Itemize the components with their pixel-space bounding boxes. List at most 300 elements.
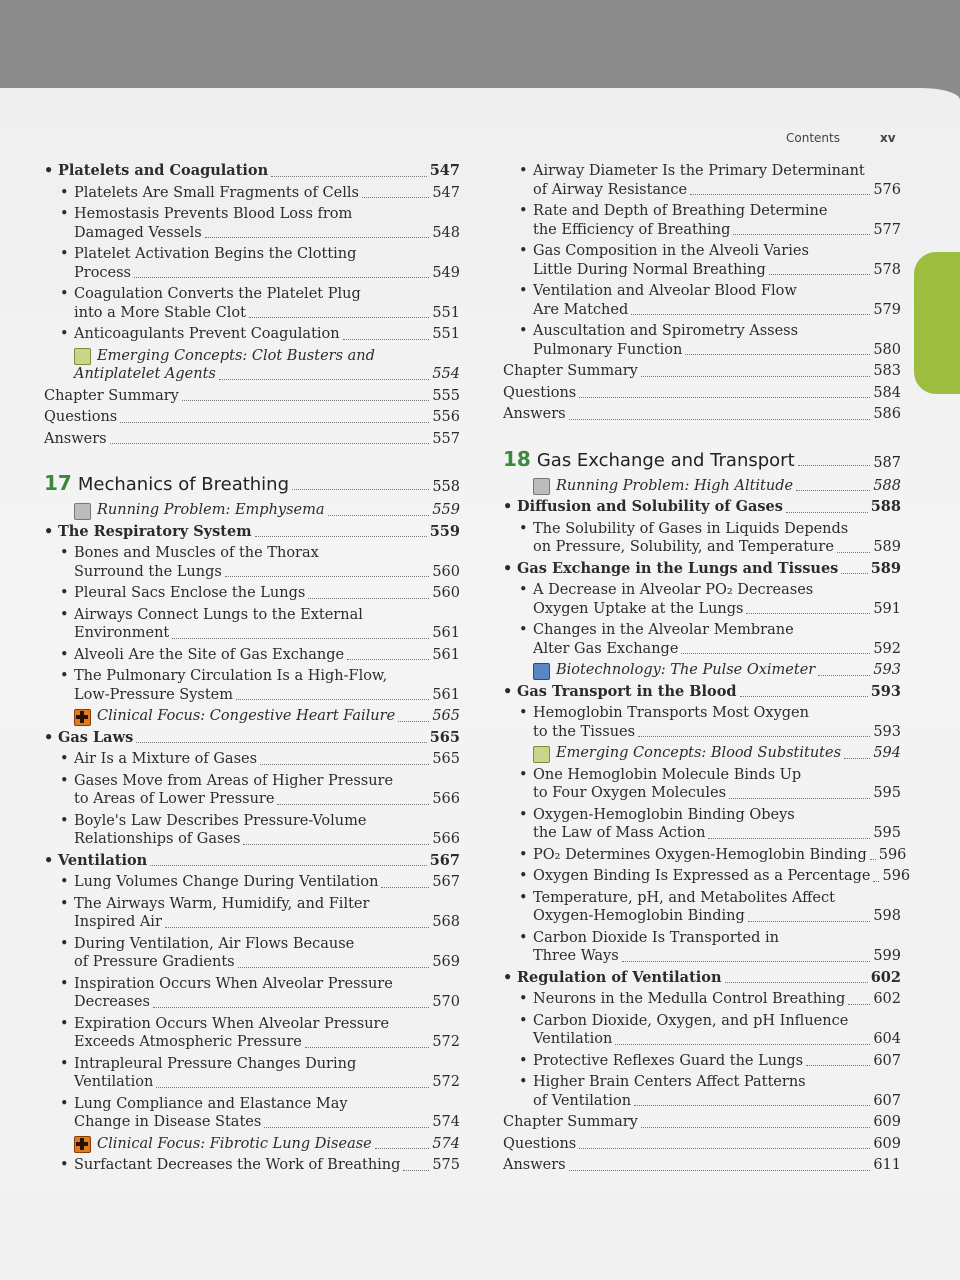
dot-leader [375,1148,430,1149]
toc-entry[interactable] [503,867,911,889]
toc-entry[interactable] [503,766,901,806]
entry-title: Low-Pressure System [74,686,234,703]
dot-leader [641,376,870,377]
toc-entry[interactable] [44,408,460,430]
entry-title: Environment [74,625,170,641]
toc-entry[interactable] [503,846,907,868]
entry-title: Hemostasis Prevents Blood Loss from [74,206,353,222]
dot-leader [343,339,430,340]
entry-title: Rate and Depth of Breathing Determine [533,203,828,219]
dot-leader [631,314,870,315]
entry-title: Ventilation and Alveolar Blood Flow [533,283,797,299]
chapter-number: 18 [503,446,531,471]
toc-entry[interactable] [503,1156,901,1178]
bullet-icon: • [60,646,69,663]
entry-title: Alveoli Are the Site of Gas Exchange [74,646,345,663]
toc-entry[interactable] [44,772,460,812]
entry-page: 575 [432,1157,460,1173]
bullet-icon: • [60,326,69,342]
dot-leader [398,721,429,722]
bullet-icon: • [60,206,69,222]
toc-entry[interactable] [44,852,460,874]
bullet-icon: • [44,851,54,869]
entry-title: Expiration Occurs When Alveolar Pressure [74,1015,390,1032]
toc-entry[interactable] [503,621,901,661]
entry-page: 588 [873,477,901,494]
entry-title: The Airways Warm, Humidify, and Filter [74,895,370,912]
entry-title: Exceeds Atmospheric Pressure [74,1034,302,1050]
entry-title: into a More Stable Clot [74,304,246,321]
left-column [44,162,460,1178]
toc-entry[interactable] [44,245,460,285]
entry-title: Inspired Air [74,914,162,930]
entry-title: Running Problem: High Altitude [556,477,794,494]
toc-entry[interactable] [44,667,460,707]
toc-entry[interactable] [44,285,460,325]
entry-title: Gas Exchange in the Lungs and Tissues [517,559,839,577]
dot-leader [347,659,429,660]
entry-page: 593 [873,723,901,740]
dot-leader [136,742,426,743]
entry-title: Carbon Dioxide Is Transported in [533,929,779,946]
entry-title: Questions [503,1135,577,1152]
entry-title: During Ventilation, Air Flows Because [74,935,355,952]
dot-leader [748,921,871,922]
entry-title: Boyle's Law Describes Pressure-Volume [74,812,367,829]
dot-leader [818,675,870,676]
dot-leader [569,1170,871,1171]
entry-title: The Solubility of Gases in Liquids Depends [533,520,849,537]
entry-title: Inspiration Occurs When Alveolar Pressure [74,975,393,992]
entry-title: Surfactant Decreases the Work of Breathing [74,1157,401,1173]
dot-leader [873,881,879,882]
entry-title: Process [74,264,132,281]
entry-page: 572 [432,1034,460,1050]
entry-title: of Airway Resistance [533,181,688,198]
dot-leader [205,237,430,238]
toc-entry[interactable] [503,162,901,202]
entry-title: Platelets and Coagulation [58,162,269,179]
toc-entry[interactable] [44,1156,460,1178]
entry-page: 586 [873,406,901,422]
entry-page: 551 [432,326,460,342]
dot-leader [769,274,871,275]
entry-page: 591 [873,600,901,617]
toc-entry[interactable] [503,929,901,969]
dot-leader [690,194,870,195]
bullet-icon: • [503,968,513,986]
toc-entry[interactable] [503,683,901,705]
dot-leader [837,552,870,553]
entry-page: 609 [873,1135,901,1152]
entry-title: Pulmonary Function [533,341,683,358]
dot-leader [328,515,430,516]
bullet-icon: • [60,935,69,952]
toc-entry[interactable] [503,990,901,1012]
feature-entry[interactable] [44,347,460,387]
toc-entry[interactable] [503,889,901,929]
entry-title: Temperature, pH, and Metabolites Affect [533,889,835,906]
entry-title: Antiplatelet Agents [74,366,216,382]
dot-leader [569,419,871,420]
toc-entry[interactable] [44,729,460,751]
dot-leader [292,489,429,490]
entry-title: Regulation of Ventilation [517,968,722,986]
entry-page: 559 [429,522,460,540]
entry-title: Hemoglobin Transports Most Oxygen [533,705,809,721]
entry-page: 598 [873,908,901,924]
dot-leader [249,317,429,318]
toc-entry[interactable] [44,750,460,772]
chapter-17-heading[interactable] [44,471,460,495]
dot-leader [308,598,429,599]
toc-entry[interactable] [44,523,460,545]
entry-title: Change in Disease States [74,1114,262,1130]
entry-page: 561 [432,646,460,663]
toc-entry[interactable] [503,1052,901,1074]
toc-entry[interactable] [503,520,901,560]
entry-title: Lung Volumes Change During Ventilation [74,874,379,890]
toc-entry[interactable] [44,812,460,852]
entry-page: 556 [432,409,460,425]
entry-title: A Decrease in Alveolar PO₂ Decreases [533,582,814,598]
entry-page: 565 [432,751,460,767]
entry-title: Lung Compliance and Elastance May [74,1095,348,1112]
toc-entry[interactable] [44,935,460,975]
entry-page: 595 [873,785,901,801]
entry-page: 580 [873,341,901,358]
dot-leader [264,1127,429,1128]
bullet-icon: • [519,929,528,946]
bullet-icon: • [60,1157,69,1173]
entry-page: 589 [870,559,901,577]
bullet-icon: • [519,622,528,638]
bullet-icon: • [60,606,69,623]
entry-title: to the Tissues [533,723,636,740]
bullet-icon: • [60,1055,69,1072]
toc-entry[interactable] [503,322,901,362]
bullet-icon: • [60,812,69,829]
entry-title: Clinical Focus: Fibrotic Lung Disease [97,1135,372,1152]
feature-entry[interactable] [44,501,460,523]
bullet-icon: • [60,772,69,789]
entry-title: Gas Transport in the Blood [517,682,737,700]
toc-entry[interactable] [44,975,460,1015]
entry-page: 607 [873,1092,901,1109]
entry-page: 578 [873,261,901,278]
dot-leader [622,961,871,962]
emerging-concepts-icon [74,348,91,365]
entry-title: Pleural Sacs Enclose the Lungs [74,585,306,601]
entry-title: Airways Connect Lungs to the External [74,606,363,623]
entry-title: Ventilation [74,1074,154,1090]
toc-entry[interactable] [44,430,460,452]
entry-title: Questions [44,409,118,425]
entry-page: 569 [432,954,460,970]
bullet-icon: • [519,806,528,823]
bullet-icon: • [519,520,528,537]
chapter-title: Gas Exchange and Transport [536,449,795,471]
entry-page: 593 [873,662,901,678]
running-problem-icon [533,478,550,495]
toc-entry[interactable] [503,1012,901,1052]
entry-page: 565 [429,728,460,746]
bullet-icon: • [519,582,528,598]
entry-title: Chapter Summary [503,1114,638,1130]
entry-page: 583 [873,363,901,379]
toc-entry[interactable] [503,1113,901,1135]
entry-title: Neurons in the Medulla Control Breathing [533,991,846,1007]
entry-title: Platelet Activation Begins the Clotting [74,246,357,262]
toc-entry[interactable] [503,242,901,282]
entry-page: 609 [873,1114,901,1130]
entry-title: Answers [503,1157,566,1173]
entry-title: Relationships of Gases [74,831,241,847]
bullet-icon: • [60,975,69,992]
dot-leader [219,379,429,380]
entry-page: 570 [432,994,460,1010]
right-pre-list [503,162,901,427]
entry-title: Damaged Vessels [74,224,202,241]
bullet-icon: • [519,868,528,884]
page-number: xv [879,131,896,145]
dot-leader [238,967,430,968]
toc-entry[interactable] [503,1135,901,1157]
entry-title: Changes in the Alveolar Membrane [533,622,794,638]
feature-entry[interactable] [44,707,460,729]
chapter-18-heading[interactable] [503,447,901,471]
toc-entry[interactable] [503,581,901,621]
entry-page: 565 [432,708,460,724]
dot-leader [725,982,868,983]
bullet-icon: • [60,246,69,262]
bullet-icon: • [60,286,69,302]
entry-page: 592 [873,640,901,657]
entry-page: 589 [873,539,901,555]
feature-entry[interactable] [503,744,901,766]
entry-title: Oxygen Uptake at the Lungs [533,600,744,617]
bullet-icon: • [519,889,528,906]
dot-leader [746,613,870,614]
entry-page: 576 [873,181,901,198]
entry-page: 574 [432,1114,460,1130]
toc-entry[interactable] [503,362,901,384]
right-post-list [503,477,911,1178]
dot-leader [685,354,870,355]
bullet-icon: • [519,1052,528,1069]
entry-title: Airway Diameter Is the Primary Determinant [533,163,865,179]
bullet-icon: • [519,243,528,259]
entry-page: 551 [432,304,460,321]
entry-page: 574 [432,1135,460,1152]
toc-entry[interactable] [44,646,460,668]
bullet-icon: • [60,1015,69,1032]
dot-leader [841,573,867,574]
toc-entry[interactable] [44,205,460,245]
toc-entry[interactable] [44,606,460,646]
dot-leader [615,1044,870,1045]
entry-title: Auscultation and Spirometry Assess [533,323,799,339]
toc-entry[interactable] [44,584,460,606]
toc-entry[interactable] [503,1073,901,1113]
dot-leader [305,1047,429,1048]
entry-title: Higher Brain Centers Affect Patterns [533,1074,806,1090]
toc-entry[interactable] [503,202,901,242]
dot-leader [641,1127,870,1128]
bullet-icon: • [44,522,54,540]
bullet-icon: • [60,1095,69,1112]
dot-leader [403,1170,429,1171]
running-problem-icon [74,503,91,520]
dot-leader [156,1087,429,1088]
entry-title: Biotechnology: The Pulse Oximeter [556,662,816,678]
dot-leader [260,764,429,765]
dot-leader [634,1105,870,1106]
dot-leader [681,653,870,654]
dot-leader [579,1148,870,1149]
entry-page: 560 [432,563,460,580]
feature-entry[interactable] [503,661,901,683]
toc-entry[interactable] [503,498,901,520]
left-pre-list [44,162,460,451]
entry-title: Gas Laws [58,728,134,746]
dot-leader [796,490,870,491]
entry-title: of Ventilation [533,1092,632,1109]
toc-entry[interactable] [503,704,901,744]
entry-page: 561 [432,625,460,641]
entry-title: One Hemoglobin Molecule Binds Up [533,766,802,783]
entry-page: 555 [432,387,460,404]
entry-title: the Efficiency of Breathing [533,221,731,238]
toc-entry[interactable] [503,969,901,991]
toc-entry[interactable] [44,1055,460,1095]
bullet-icon: • [44,162,54,179]
dot-leader [182,400,429,401]
entry-page: 607 [873,1052,901,1069]
bullet-icon: • [60,184,69,201]
toc-entry[interactable] [44,1095,460,1135]
clinical-focus-icon [74,1136,91,1153]
toc-entry[interactable] [44,162,460,184]
left-post-list [44,501,460,1178]
toc-entry[interactable] [503,560,901,582]
entry-page: 577 [873,221,901,238]
toc-entry[interactable] [44,544,460,584]
entry-page: 604 [873,1031,901,1047]
bullet-icon: • [519,991,528,1007]
entry-title: Chapter Summary [503,363,638,379]
bullet-icon: • [503,682,513,700]
entry-title: Emerging Concepts: Blood Substitutes [556,745,842,761]
entry-title: Emerging Concepts: Clot Busters and [97,347,375,364]
entry-page: 561 [432,686,460,703]
feature-entry[interactable] [503,477,901,499]
bullet-icon: • [519,705,528,721]
entry-title: Gases Move from Areas of Higher Pressure [74,772,394,789]
chapter-thumb-tab [914,252,960,394]
feature-entry[interactable] [44,1135,460,1157]
toc-entry[interactable] [503,282,901,322]
toc-entry[interactable] [44,873,460,895]
bullet-icon: • [60,895,69,912]
entry-title: Are Matched [533,301,629,318]
bullet-icon: • [519,1012,528,1029]
toc-entry[interactable] [503,384,901,406]
entry-page: 593 [870,682,901,700]
bullet-icon: • [519,163,528,179]
dot-leader [806,1065,870,1066]
dot-leader [848,1004,870,1005]
bullet-icon: • [60,585,69,601]
running-head [786,131,896,145]
entry-page: 567 [432,874,460,890]
dot-leader [786,512,868,513]
dot-leader [255,536,427,537]
biotechnology-icon [533,663,550,680]
dot-leader [172,638,429,639]
dot-leader [134,277,429,278]
entry-title: Diffusion and Solubility of Gases [517,498,783,515]
entry-title: The Respiratory System [58,522,252,540]
toc-entry[interactable] [44,387,460,409]
toc-entry[interactable] [44,325,460,347]
bullet-icon: • [519,323,528,339]
entry-page: 579 [873,301,901,318]
entry-title: Ventilation [533,1031,613,1047]
entry-title: Gas Composition in the Alveoli Varies [533,243,809,259]
entry-page: 566 [432,791,460,807]
entry-title: Answers [503,406,566,422]
dot-leader [150,865,427,866]
toc-entry[interactable] [44,895,460,935]
entry-title: Air Is a Mixture of Gases [74,751,258,767]
bullet-icon: • [60,751,69,767]
chapter-page: 587 [873,454,901,471]
entry-title: Oxygen Binding Is Expressed as a Percentage [533,868,871,884]
dot-leader [236,699,429,700]
toc-entry[interactable] [503,806,901,846]
entry-title: Questions [503,384,577,401]
entry-title: Protective Reflexes Guard the Lungs [533,1052,804,1069]
dot-leader [362,197,429,198]
entry-page: 595 [873,825,901,841]
toc-entry[interactable] [503,405,901,427]
entry-title: Little During Normal Breathing [533,261,766,278]
dot-leader [870,859,876,860]
toc-entry[interactable] [44,184,460,206]
clinical-focus-icon [74,709,91,726]
entry-title: of Pressure Gradients [74,954,235,970]
entry-title: Platelets Are Small Fragments of Cells [74,184,359,201]
emerging-concepts-icon [533,746,550,763]
entry-page: 572 [432,1074,460,1090]
entry-page: 568 [432,914,460,930]
entry-title: to Areas of Lower Pressure [74,791,275,807]
dot-leader [225,576,429,577]
entry-title: Alter Gas Exchange [533,640,679,657]
bullet-icon: • [503,498,513,515]
entry-title: Carbon Dioxide, Oxygen, and pH Influence [533,1012,849,1029]
bullet-icon: • [519,1074,528,1090]
entry-title: Oxygen-Hemoglobin Binding [533,908,745,924]
entry-page: 560 [432,585,460,601]
dot-leader [638,736,870,737]
chapter-title: Mechanics of Breathing [77,474,290,495]
entry-page: 567 [429,851,460,869]
dot-leader [110,443,430,444]
entry-page: 559 [432,502,460,518]
toc-entry[interactable] [44,1015,460,1055]
